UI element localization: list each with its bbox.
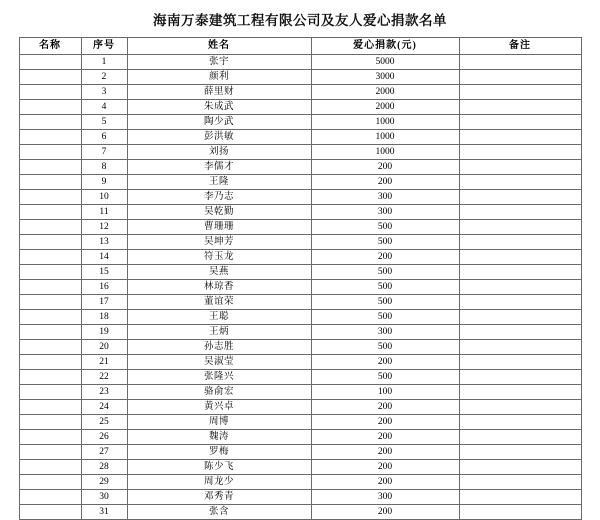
donation-table [19, 37, 582, 520]
cell-name [19, 235, 81, 250]
cell-person: 黄兴卓 [127, 400, 311, 415]
cell-name [19, 310, 81, 325]
cell-person: 孙志胜 [127, 340, 311, 355]
cell-index: 24 [81, 400, 127, 415]
cell-person: 骆俞宏 [127, 385, 311, 400]
cell-person: 朱成武 [127, 100, 311, 115]
cell-person: 刘扬 [127, 145, 311, 160]
cell-name [19, 280, 81, 295]
cell-index: 2 [81, 70, 127, 85]
cell-index: 22 [81, 370, 127, 385]
column-header-amount: 爱心捐款(元) [311, 38, 459, 55]
table-row [19, 370, 581, 385]
cell-person: 陶少武 [127, 115, 311, 130]
cell-name [19, 340, 81, 355]
cell-person: 张宇 [127, 55, 311, 70]
cell-remark [459, 340, 581, 355]
cell-name [19, 175, 81, 190]
cell-name [19, 295, 81, 310]
cell-amount: 1000 [311, 115, 459, 130]
cell-remark [459, 490, 581, 505]
cell-index: 20 [81, 340, 127, 355]
cell-remark [459, 175, 581, 190]
cell-remark [459, 265, 581, 280]
cell-name [19, 250, 81, 265]
cell-name [19, 70, 81, 85]
cell-name [19, 205, 81, 220]
cell-remark [459, 310, 581, 325]
cell-index: 10 [81, 190, 127, 205]
table-row [19, 250, 581, 265]
cell-amount: 500 [311, 370, 459, 385]
cell-person: 曹珊珊 [127, 220, 311, 235]
cell-index: 18 [81, 310, 127, 325]
cell-person: 颜利 [127, 70, 311, 85]
cell-person: 周博 [127, 415, 311, 430]
table-row [19, 325, 581, 340]
table-row [19, 160, 581, 175]
cell-person: 吴淑莹 [127, 355, 311, 370]
cell-person: 张含 [127, 505, 311, 520]
cell-amount: 500 [311, 280, 459, 295]
cell-index: 29 [81, 475, 127, 490]
cell-name [19, 490, 81, 505]
cell-amount: 500 [311, 265, 459, 280]
cell-index: 25 [81, 415, 127, 430]
cell-person: 王聪 [127, 310, 311, 325]
column-header-index: 序号 [81, 38, 127, 55]
table-row [19, 220, 581, 235]
cell-name [19, 460, 81, 475]
cell-amount: 3000 [311, 70, 459, 85]
cell-person: 王隆 [127, 175, 311, 190]
table-row [19, 460, 581, 475]
cell-index: 13 [81, 235, 127, 250]
table-row [19, 280, 581, 295]
table-row [19, 310, 581, 325]
cell-remark [459, 385, 581, 400]
cell-remark [459, 295, 581, 310]
cell-index: 4 [81, 100, 127, 115]
cell-amount: 2000 [311, 85, 459, 100]
cell-remark [459, 70, 581, 85]
cell-amount: 1000 [311, 145, 459, 160]
cell-remark [459, 505, 581, 520]
cell-remark [459, 220, 581, 235]
cell-name [19, 55, 81, 70]
cell-amount: 500 [311, 295, 459, 310]
cell-amount: 200 [311, 175, 459, 190]
cell-index: 21 [81, 355, 127, 370]
cell-amount: 200 [311, 415, 459, 430]
table-row [19, 205, 581, 220]
cell-name [19, 130, 81, 145]
table-row [19, 400, 581, 415]
cell-amount: 500 [311, 235, 459, 250]
cell-amount: 200 [311, 460, 459, 475]
cell-index: 26 [81, 430, 127, 445]
cell-index: 15 [81, 265, 127, 280]
cell-amount: 200 [311, 445, 459, 460]
cell-index: 28 [81, 460, 127, 475]
cell-amount: 2000 [311, 100, 459, 115]
cell-amount: 200 [311, 430, 459, 445]
cell-name [19, 190, 81, 205]
cell-amount: 200 [311, 505, 459, 520]
cell-amount: 500 [311, 340, 459, 355]
table-row [19, 85, 581, 100]
cell-person: 彭洪敏 [127, 130, 311, 145]
cell-remark [459, 460, 581, 475]
cell-index: 19 [81, 325, 127, 340]
cell-remark [459, 250, 581, 265]
cell-remark [459, 370, 581, 385]
cell-index: 31 [81, 505, 127, 520]
table-row [19, 265, 581, 280]
table-row [19, 415, 581, 430]
page-title: 海南万泰建筑工程有限公司及友人爱心捐款名单 [153, 13, 447, 28]
cell-remark [459, 445, 581, 460]
table-row [19, 115, 581, 130]
table-row [19, 385, 581, 400]
cell-name [19, 445, 81, 460]
cell-amount: 500 [311, 220, 459, 235]
cell-amount: 300 [311, 190, 459, 205]
cell-index: 9 [81, 175, 127, 190]
cell-index: 5 [81, 115, 127, 130]
cell-person: 吴燕 [127, 265, 311, 280]
table-row [19, 235, 581, 250]
cell-name [19, 355, 81, 370]
cell-amount: 200 [311, 400, 459, 415]
cell-person: 周龙少 [127, 475, 311, 490]
cell-person: 李儒才 [127, 160, 311, 175]
table-header-row [19, 38, 581, 55]
cell-remark [459, 115, 581, 130]
cell-name [19, 430, 81, 445]
cell-amount: 200 [311, 355, 459, 370]
cell-index: 1 [81, 55, 127, 70]
table-row [19, 190, 581, 205]
cell-index: 16 [81, 280, 127, 295]
cell-person: 张隆兴 [127, 370, 311, 385]
cell-person: 吴坤芳 [127, 235, 311, 250]
cell-name [19, 475, 81, 490]
cell-index: 14 [81, 250, 127, 265]
cell-person: 王炳 [127, 325, 311, 340]
cell-index: 12 [81, 220, 127, 235]
table-row [19, 505, 581, 520]
cell-name [19, 115, 81, 130]
cell-remark [459, 145, 581, 160]
cell-index: 11 [81, 205, 127, 220]
table-header [19, 38, 581, 55]
cell-name [19, 160, 81, 175]
table-body [19, 55, 581, 520]
table-row [19, 55, 581, 70]
table-row [19, 100, 581, 115]
cell-name [19, 385, 81, 400]
cell-amount: 200 [311, 160, 459, 175]
table-row [19, 430, 581, 445]
cell-person: 魏涛 [127, 430, 311, 445]
cell-amount: 500 [311, 310, 459, 325]
table-row [19, 445, 581, 460]
cell-person: 李乃志 [127, 190, 311, 205]
cell-remark [459, 430, 581, 445]
cell-index: 3 [81, 85, 127, 100]
table-row [19, 355, 581, 370]
cell-index: 8 [81, 160, 127, 175]
cell-name [19, 415, 81, 430]
table-row [19, 175, 581, 190]
cell-amount: 300 [311, 205, 459, 220]
cell-index: 6 [81, 130, 127, 145]
cell-remark [459, 415, 581, 430]
cell-remark [459, 235, 581, 250]
cell-index: 27 [81, 445, 127, 460]
cell-index: 7 [81, 145, 127, 160]
cell-amount: 5000 [311, 55, 459, 70]
table-row [19, 70, 581, 85]
table-row [19, 475, 581, 490]
cell-name [19, 85, 81, 100]
cell-person: 邓秀青 [127, 490, 311, 505]
table-row [19, 295, 581, 310]
cell-name [19, 145, 81, 160]
cell-remark [459, 100, 581, 115]
cell-name [19, 325, 81, 340]
table-row [19, 145, 581, 160]
column-header-name: 名称 [19, 38, 81, 55]
table-row [19, 340, 581, 355]
cell-name [19, 100, 81, 115]
cell-person: 吴乾勤 [127, 205, 311, 220]
cell-remark [459, 355, 581, 370]
cell-amount: 100 [311, 385, 459, 400]
cell-remark [459, 205, 581, 220]
cell-amount: 300 [311, 490, 459, 505]
cell-amount: 200 [311, 250, 459, 265]
cell-remark [459, 190, 581, 205]
cell-remark [459, 475, 581, 490]
cell-index: 30 [81, 490, 127, 505]
table-row [19, 130, 581, 145]
cell-person: 罗梅 [127, 445, 311, 460]
cell-person: 董谊荣 [127, 295, 311, 310]
column-header-person: 姓名 [127, 38, 311, 55]
cell-remark [459, 130, 581, 145]
cell-name [19, 400, 81, 415]
cell-amount: 200 [311, 475, 459, 490]
column-header-remark: 备注 [459, 38, 581, 55]
cell-person: 陈少飞 [127, 460, 311, 475]
cell-name [19, 370, 81, 385]
cell-remark [459, 55, 581, 70]
cell-remark [459, 325, 581, 340]
cell-remark [459, 400, 581, 415]
cell-index: 17 [81, 295, 127, 310]
cell-person: 林琼香 [127, 280, 311, 295]
cell-amount: 1000 [311, 130, 459, 145]
cell-amount: 300 [311, 325, 459, 340]
cell-name [19, 265, 81, 280]
table-row [19, 490, 581, 505]
cell-remark [459, 280, 581, 295]
cell-person: 薛里财 [127, 85, 311, 100]
cell-person: 符玉龙 [127, 250, 311, 265]
cell-remark [459, 160, 581, 175]
cell-remark [459, 85, 581, 100]
cell-name [19, 505, 81, 520]
cell-index: 23 [81, 385, 127, 400]
cell-name [19, 220, 81, 235]
